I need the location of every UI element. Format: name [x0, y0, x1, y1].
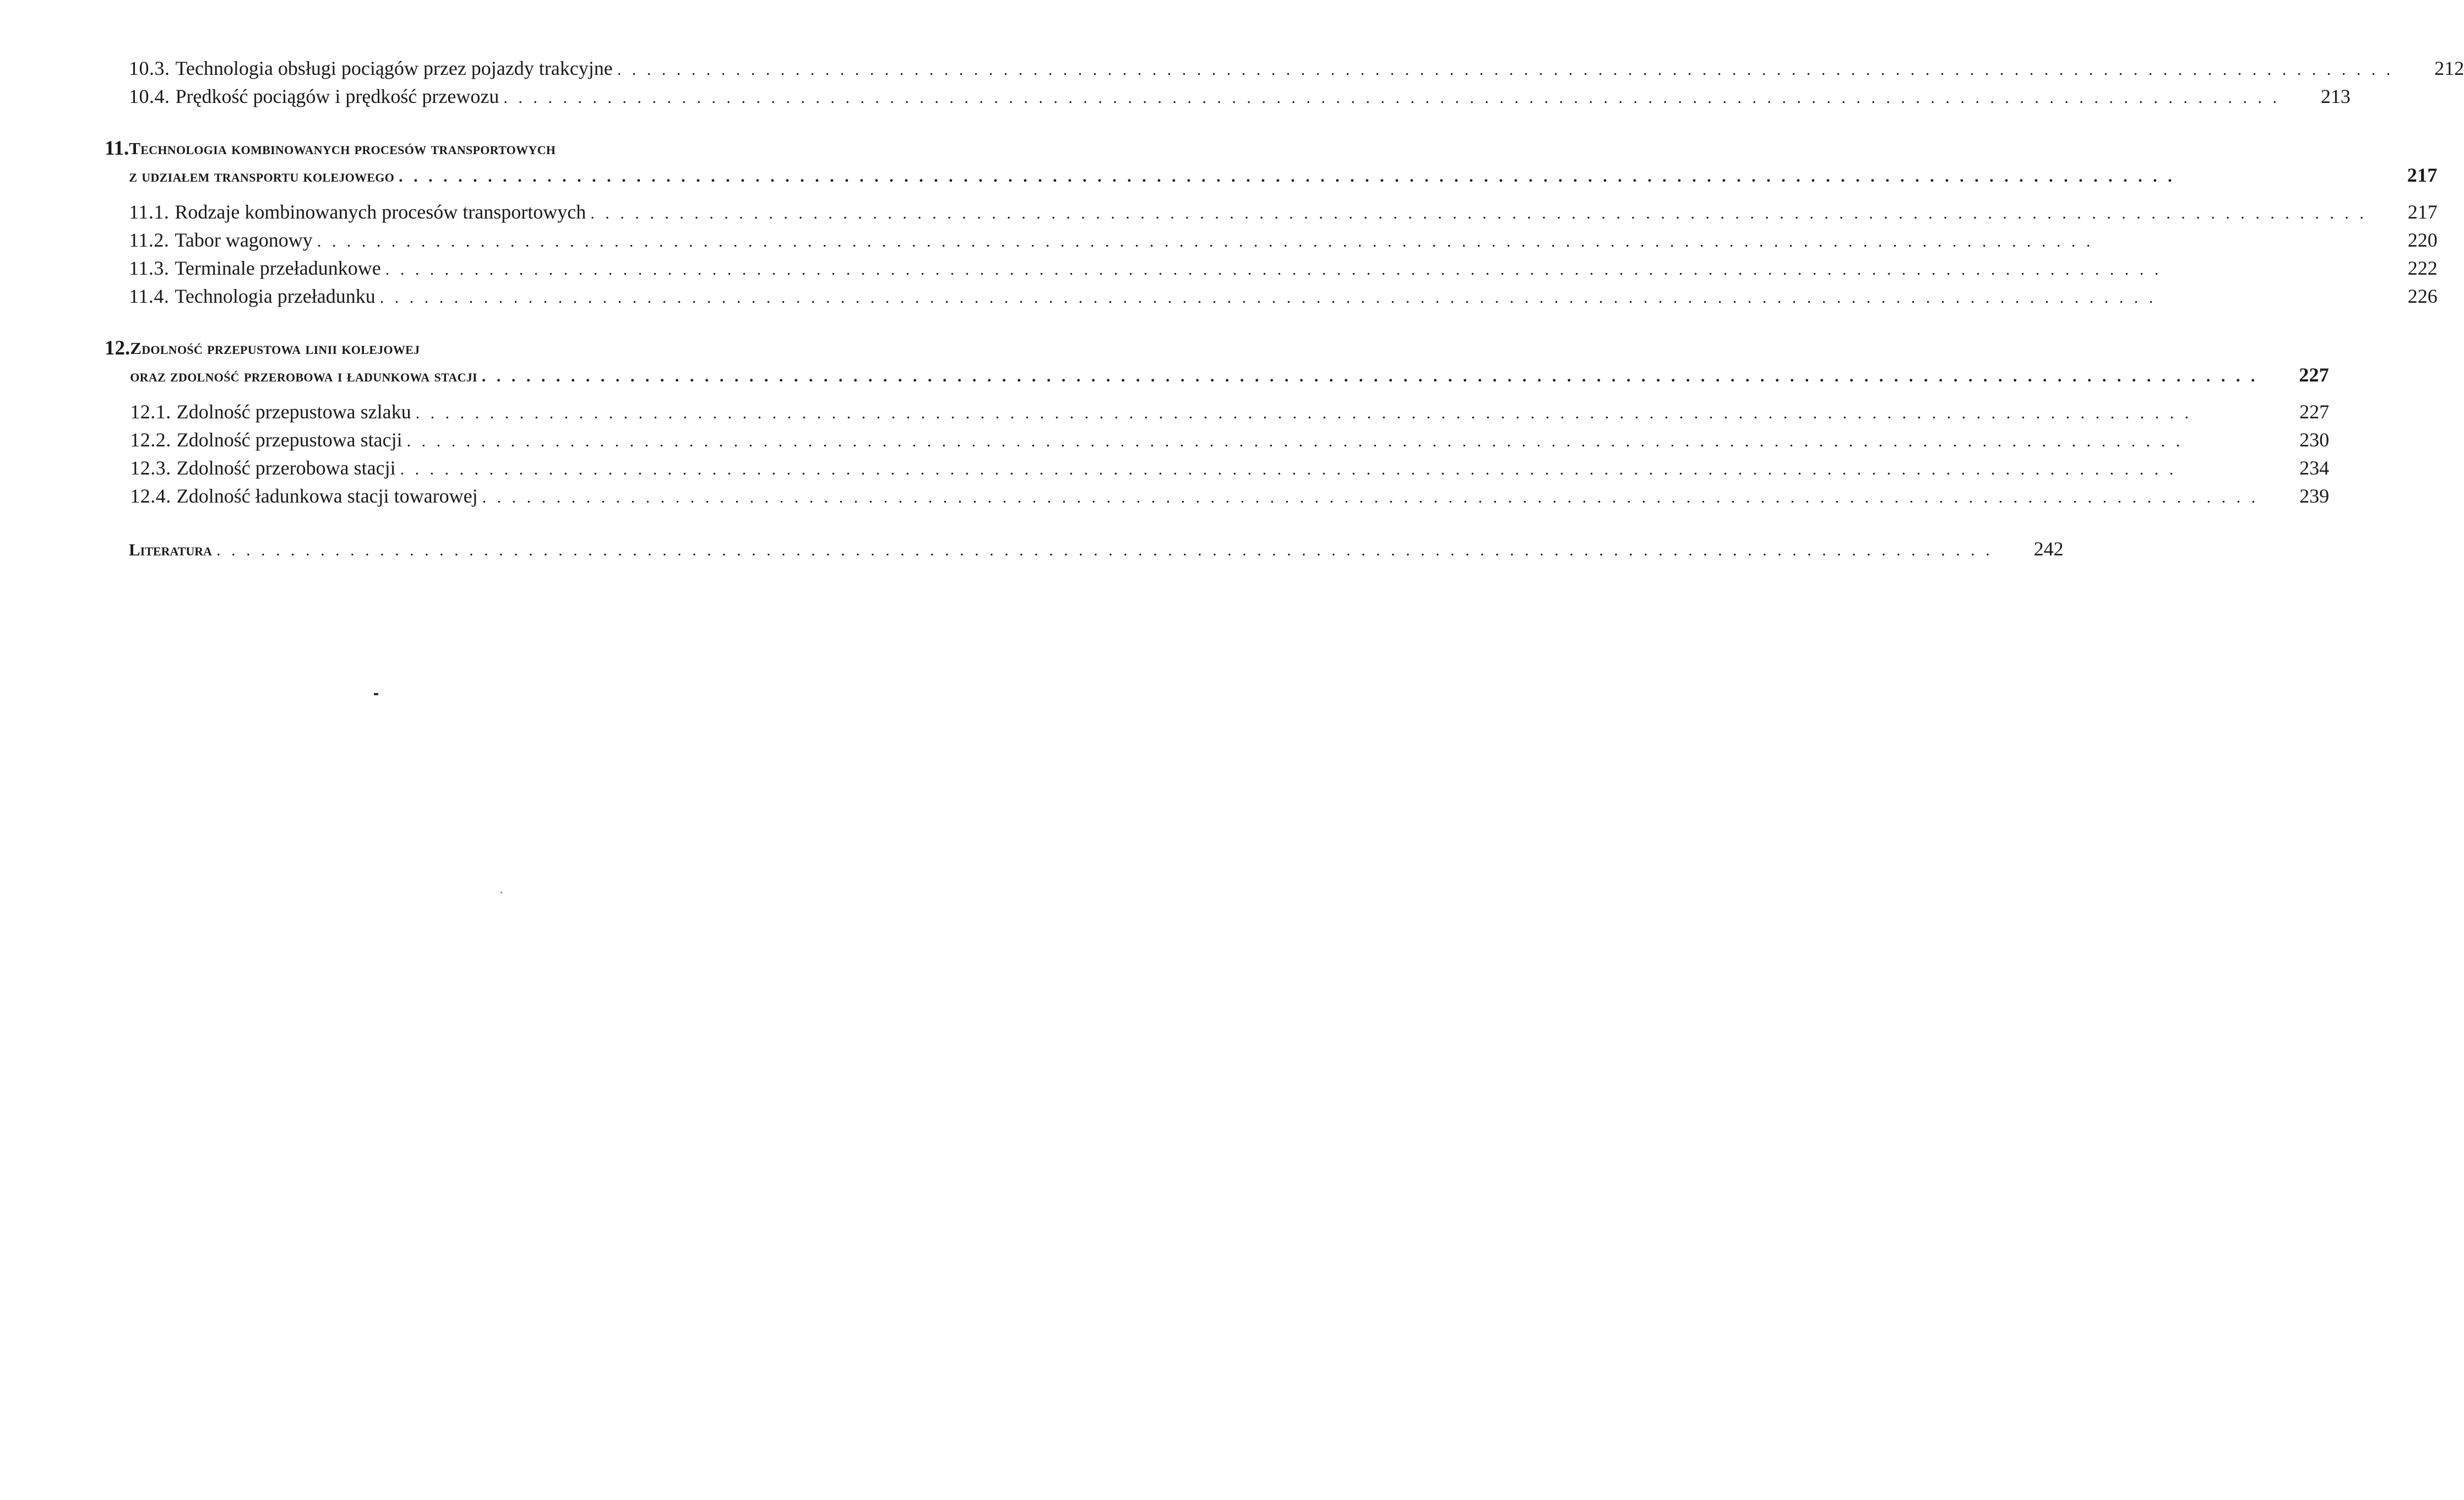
toc-entry-page: 217: [2407, 201, 2438, 223]
chapter-number: 11.: [105, 137, 129, 160]
toc-entry[interactable]: [106, 455, 2329, 483]
toc-entry-page: 220: [2407, 229, 2438, 251]
toc-entry-number: 11.2.: [129, 229, 170, 251]
scan-speck: [501, 892, 502, 893]
toc-entry[interactable]: [105, 199, 2437, 227]
chapter-page: 227: [2299, 364, 2330, 386]
dot-leader: [617, 55, 2394, 83]
toc-entry-number: 11.1.: [129, 201, 170, 223]
toc-entry-number: 12.1.: [130, 401, 171, 423]
chapter-title-line1: Zdolność przepustowa linii kolejowej: [130, 339, 420, 358]
toc-entry-page: 227: [2299, 401, 2330, 423]
toc-entry-label: [129, 83, 499, 110]
chapter-number: 12.: [105, 337, 130, 359]
toc-entry-page: 212: [2434, 57, 2464, 79]
chapter-entries: [105, 199, 2437, 311]
chapter-title-line2: oraz zdolność przerobowa i ładunkowa stacji: [130, 366, 477, 385]
chapter-title-line: [130, 335, 2329, 362]
chapter-page: 217: [2407, 164, 2438, 186]
toc-entry-page: 239: [2299, 485, 2330, 507]
toc-entry-page: 213: [2320, 85, 2351, 107]
toc-entry-number: 11.4.: [129, 285, 170, 307]
chapter-title-line2: z udziałem transportu kolejowego: [129, 166, 395, 186]
chapter-title-line: [129, 135, 2437, 162]
toc-entry-page: 226: [2407, 285, 2438, 307]
literature-title: Literatura: [129, 540, 213, 559]
toc-entry-label: [129, 199, 586, 226]
table-of-contents: [105, 55, 2464, 560]
toc-entry-number: 10.4.: [129, 85, 170, 107]
toc-entry-title: Zdolność ładunkowa stacji towarowej: [176, 485, 478, 507]
chapter-heading[interactable]: [129, 135, 2437, 190]
toc-entry-title: Zdolność przerobowa stacji: [176, 457, 396, 479]
toc-literature-entry[interactable]: [105, 537, 2064, 560]
chapter-entries: [106, 399, 2329, 511]
toc-entry-label: [129, 283, 376, 310]
toc-entry-label: [130, 455, 395, 482]
toc-entry-page: 222: [2407, 257, 2438, 279]
toc-entry-label: [129, 255, 380, 282]
toc-entry-page: 234: [2299, 457, 2330, 479]
dot-leader: [482, 483, 2259, 511]
toc-entry[interactable]: [105, 83, 2351, 111]
toc-chapter: [105, 335, 2330, 511]
dot-leader: [590, 199, 2367, 227]
toc-entry[interactable]: [105, 283, 2437, 311]
dot-leader: [400, 455, 2259, 483]
toc-entry-label: [130, 483, 477, 510]
dot-leader: [380, 283, 2367, 311]
toc-entry-title: Technologia przeładunku: [175, 285, 376, 307]
toc-entry-number: 11.3.: [129, 257, 170, 279]
chapter-heading[interactable]: [130, 335, 2329, 390]
toc-entry[interactable]: [105, 255, 2437, 283]
toc-entry-page: 230: [2299, 429, 2330, 451]
toc-entry-number: 12.3.: [130, 457, 171, 479]
toc-entry-label: [130, 399, 411, 426]
chapter-title-line: [129, 162, 2437, 190]
toc-entry-label: [130, 427, 402, 454]
toc-entry-title: Rodzaje kombinowanych procesów transportowych: [175, 201, 586, 223]
dot-leader: [407, 427, 2259, 455]
toc-entry[interactable]: [105, 55, 2464, 83]
chapter-title-line: [130, 362, 2329, 390]
scan-speck: [374, 693, 378, 695]
toc-entry-label: [129, 55, 613, 82]
dot-leader: [416, 399, 2259, 427]
toc-entry[interactable]: [106, 427, 2329, 455]
chapter-body: [129, 135, 2437, 311]
dot-leader: [503, 83, 2280, 111]
toc-entry-title: Terminale przeładunkowe: [175, 257, 381, 279]
toc-entry-title: Technologia obsługi pociągów przez pojazdy trakcyjne: [175, 57, 613, 79]
dot-leader: [317, 227, 2367, 255]
toc-entry[interactable]: [105, 227, 2437, 255]
chapter-body: [130, 335, 2329, 511]
dot-leader: [385, 255, 2367, 283]
toc-entry-title: Zdolność przepustowa stacji: [176, 429, 402, 451]
dot-leader: [399, 163, 2367, 190]
toc-entry-label: [129, 227, 313, 254]
toc-intro-entries: [105, 55, 2464, 111]
toc-entry-title: Tabor wagonowy: [175, 229, 313, 251]
toc-entry-number: 12.4.: [130, 485, 171, 507]
dot-leader: [482, 363, 2259, 390]
literature-page: 242: [2033, 538, 2064, 560]
dot-leader: [216, 541, 1993, 560]
toc-entry[interactable]: [106, 483, 2329, 511]
chapter-title-line1: Technologia kombinowanych procesów transportowych: [129, 139, 556, 158]
toc-entry-title: Prędkość pociągów i prędkość przewozu: [175, 85, 499, 107]
toc-entry-number: 10.3.: [129, 57, 170, 79]
toc-entry[interactable]: [106, 399, 2329, 427]
toc-chapter: [105, 135, 2438, 311]
toc-entry-number: 12.2.: [130, 429, 171, 451]
toc-entry-title: Zdolność przepustowa szlaku: [176, 401, 411, 423]
